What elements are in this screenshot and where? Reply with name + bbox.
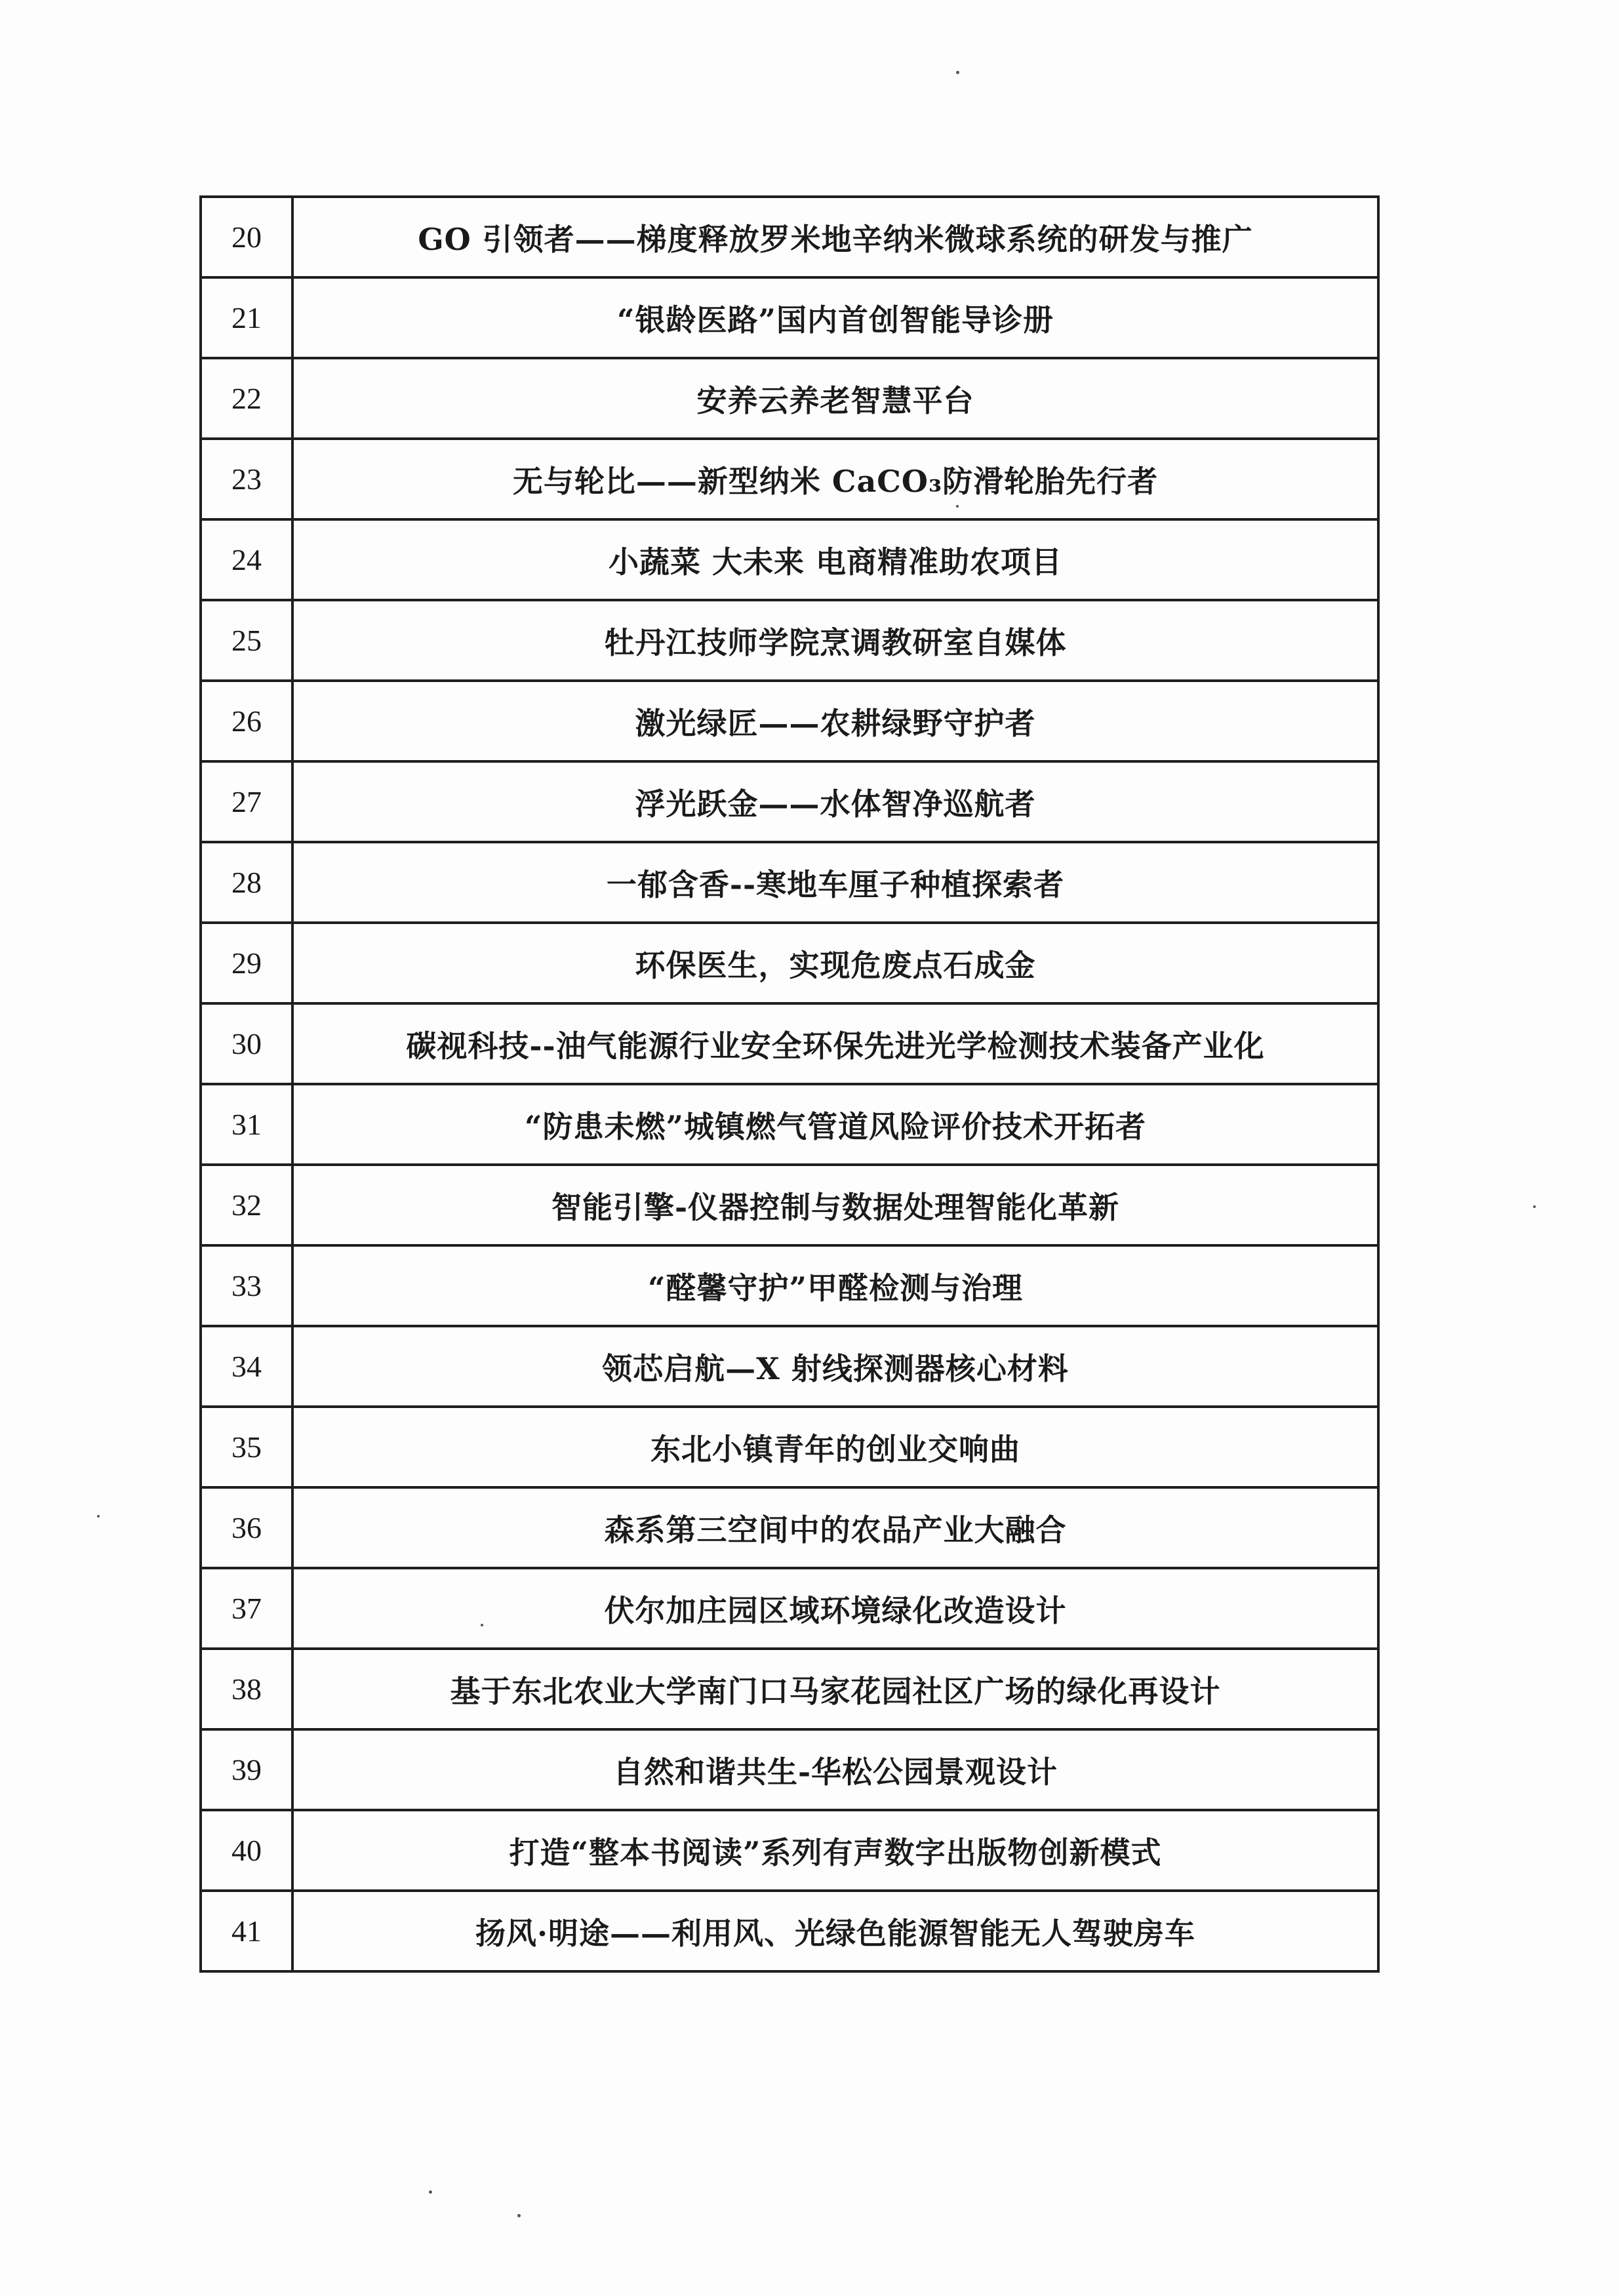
row-number: 30 (201, 1003, 292, 1084)
row-number: 23 (201, 439, 292, 519)
row-number: 38 (201, 1649, 292, 1729)
table-row (201, 1810, 1378, 1891)
scan-speck (481, 1624, 483, 1626)
table-row (201, 1003, 1378, 1084)
row-number: 36 (201, 1487, 292, 1568)
row-number: 27 (201, 761, 292, 842)
table-row (201, 681, 1378, 761)
table-row (201, 277, 1378, 358)
table-row (201, 358, 1378, 439)
table-row (201, 1407, 1378, 1487)
scan-speck (517, 2214, 521, 2217)
scan-speck (956, 71, 959, 74)
project-title: “防患未燃”城镇燃气管道风险评价技术开拓者 (292, 1084, 1378, 1165)
table-row (201, 761, 1378, 842)
project-list-table (199, 195, 1380, 1973)
row-number: 28 (201, 842, 292, 923)
row-number: 39 (201, 1729, 292, 1810)
table-row (201, 1165, 1378, 1245)
project-title: 森系第三空间中的农品产业大融合 (292, 1487, 1378, 1568)
table-row (201, 1729, 1378, 1810)
table-row (201, 1245, 1378, 1326)
table-row (201, 842, 1378, 923)
table-row (201, 1326, 1378, 1407)
scan-speck (429, 2190, 432, 2194)
table-row (201, 1891, 1378, 1971)
row-number: 40 (201, 1810, 292, 1891)
row-number: 29 (201, 923, 292, 1003)
row-number: 20 (201, 197, 292, 277)
row-number: 25 (201, 600, 292, 681)
scan-speck (97, 1515, 100, 1518)
project-title: 激光绿匠——农耕绿野守护者 (292, 681, 1378, 761)
project-title: 基于东北农业大学南门口马家花园社区广场的绿化再设计 (292, 1649, 1378, 1729)
scan-speck (956, 505, 959, 508)
project-title: 自然和谐共生-华松公园景观设计 (292, 1729, 1378, 1810)
project-title: 无与轮比——新型纳米 CaCO₃防滑轮胎先行者 (292, 439, 1378, 519)
project-title: “醛馨守护”甲醛检测与治理 (292, 1245, 1378, 1326)
scan-speck (1533, 1205, 1536, 1208)
project-title: 安养云养老智慧平台 (292, 358, 1378, 439)
project-title: 领芯启航—X 射线探测器核心材料 (292, 1326, 1378, 1407)
project-title: 扬风·明途——利用风、光绿色能源智能无人驾驶房车 (292, 1891, 1378, 1971)
row-number: 37 (201, 1568, 292, 1649)
project-title: 碳视科技--油气能源行业安全环保先进光学检测技术装备产业化 (292, 1003, 1378, 1084)
project-title: “银龄医路”国内首创智能导诊册 (292, 277, 1378, 358)
project-title: GO 引领者——梯度释放罗米地辛纳米微球系统的研发与推广 (292, 197, 1378, 277)
project-title: 小蔬菜 大未来 电商精准助农项目 (292, 519, 1378, 600)
project-title: 智能引擎-仪器控制与数据处理智能化革新 (292, 1165, 1378, 1245)
table-row (201, 1649, 1378, 1729)
table-row (201, 1487, 1378, 1568)
row-number: 21 (201, 277, 292, 358)
project-title: 环保医生，实现危废点石成金 (292, 923, 1378, 1003)
row-number: 33 (201, 1245, 292, 1326)
row-number: 31 (201, 1084, 292, 1165)
row-number: 32 (201, 1165, 292, 1245)
project-title: 打造“整本书阅读”系列有声数字出版物创新模式 (292, 1810, 1378, 1891)
table-row (201, 439, 1378, 519)
table-row (201, 197, 1378, 277)
project-title: 东北小镇青年的创业交响曲 (292, 1407, 1378, 1487)
table-row (201, 1084, 1378, 1165)
project-title: 浮光跃金——水体智净巡航者 (292, 761, 1378, 842)
row-number: 26 (201, 681, 292, 761)
row-number: 24 (201, 519, 292, 600)
table-row (201, 600, 1378, 681)
project-title: 一郁含香--寒地车厘子种植探索者 (292, 842, 1378, 923)
table-row (201, 923, 1378, 1003)
row-number: 34 (201, 1326, 292, 1407)
table-row (201, 1568, 1378, 1649)
row-number: 35 (201, 1407, 292, 1487)
project-title: 牡丹江技师学院烹调教研室自媒体 (292, 600, 1378, 681)
table-row (201, 519, 1378, 600)
row-number: 41 (201, 1891, 292, 1971)
project-title: 伏尔加庄园区域环境绿化改造设计 (292, 1568, 1378, 1649)
row-number: 22 (201, 358, 292, 439)
project-list-body (201, 197, 1378, 1971)
